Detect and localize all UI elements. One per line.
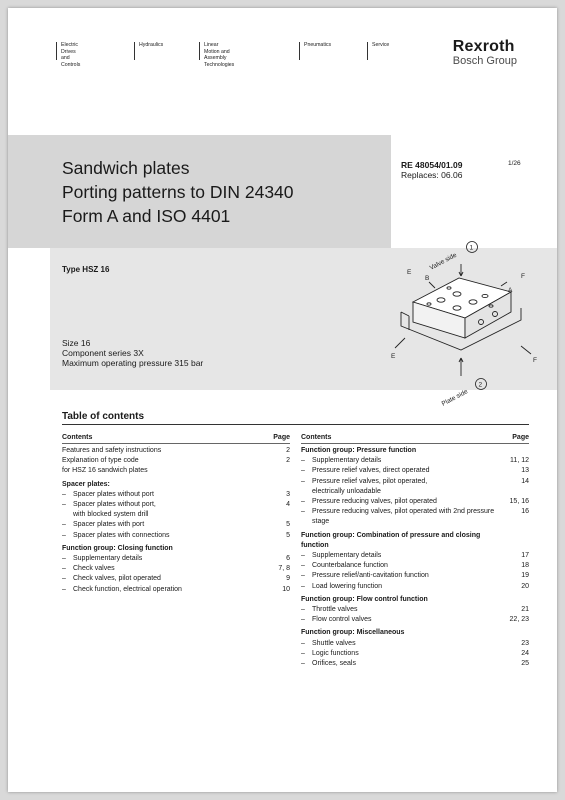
valve-side-label: Valve side [428, 251, 458, 272]
toc-entry[interactable] [301, 571, 529, 581]
plate-side-label: Plate side [440, 388, 470, 408]
sandwich-plate-illustration [381, 230, 551, 415]
toc-entry-text: – Orifices, seals [301, 659, 529, 669]
toc-entry-page: 15, 16 [509, 498, 529, 506]
toc-entry-page: 5 [286, 531, 290, 539]
toc-entry[interactable] [301, 615, 529, 625]
toc-entry[interactable] [301, 551, 529, 561]
axis-label-e-left: E [391, 353, 396, 360]
title-line: Sandwich plates [62, 158, 190, 178]
toc-group-heading [62, 480, 290, 490]
toc-entry-page: Page [512, 434, 529, 441]
toc-entry-text: – Pressure relief/anti-cavitation function [301, 571, 529, 581]
toc-entry-page: 16 [521, 508, 529, 516]
spec-series: Component series 3X [62, 348, 144, 358]
toc-header-row [301, 432, 529, 444]
toc-entry[interactable] [301, 497, 529, 507]
toc-entry-page: 2 [286, 447, 290, 454]
toc-entry[interactable] [301, 507, 529, 527]
nav-item-hydraulics[interactable]: Hydraulics [134, 42, 163, 60]
toc-entry-text: – Check valves [62, 564, 290, 574]
toc-entry-text: – Counterbalance function [301, 561, 529, 571]
toc-header-row [62, 432, 290, 444]
toc-entry-page: 7, 8 [278, 565, 290, 573]
toc-entry-text: – Throttle valves [301, 605, 529, 615]
toc-entry-text: – Pressure reducing valves, pilot operated with 2nd pressure stage [301, 507, 529, 527]
toc-entry-page: 11, 12 [510, 457, 529, 465]
toc-entry-text: – Check valves, pilot operated [62, 574, 290, 584]
toc-entry-page: 6 [286, 555, 290, 563]
document-page [8, 8, 557, 792]
axis-label-f-top: F [521, 273, 525, 280]
port-label-a: A [508, 287, 513, 294]
toc-entry-text: – Pressure reducing valves, pilot operated [301, 497, 529, 507]
page-count: 1/26 [508, 160, 521, 167]
toc-entry-page: 20 [521, 582, 529, 590]
toc-entry-page: 10 [282, 585, 290, 593]
toc-entry-text: – Logic functions [301, 649, 529, 659]
toc-entry[interactable] [301, 649, 529, 659]
toc-entry-text: – Spacer plates with connections [62, 531, 290, 541]
toc-group-heading [301, 446, 529, 456]
toc-entry[interactable] [301, 561, 529, 571]
replaces-note: Replaces: 06.06 [401, 170, 463, 180]
toc-entry-text: – Check function, electrical operation [62, 585, 290, 595]
toc-entry[interactable] [62, 574, 290, 584]
toc-entry-page: Page [273, 434, 290, 441]
toc-entry[interactable] [62, 564, 290, 574]
toc-entry[interactable] [301, 605, 529, 615]
toc-entry-text: – Load lowering function [301, 582, 529, 592]
toc-group-heading [301, 595, 529, 605]
toc-entry-page: 24 [521, 649, 529, 657]
toc-entry-text: Contents [301, 434, 332, 441]
toc-entry[interactable] [301, 477, 529, 497]
document-number: RE 48054/01.09 [401, 160, 463, 170]
toc-entry-page: 2 [286, 457, 290, 465]
port-label-b: B [425, 275, 430, 282]
toc-entry-page: 9 [286, 575, 290, 583]
toc-entry-text: Spacer plates: [62, 480, 110, 488]
toc-entry-text: – Pressure relief valves, direct operated [301, 466, 529, 476]
toc-entry-text: – Shuttle valves [301, 639, 529, 649]
toc-entry-text: Function group: Closing function [62, 544, 173, 552]
toc-entry[interactable] [62, 500, 290, 520]
logo-wordmark: Rexroth [452, 38, 515, 55]
title-line: Form A and ISO 4401 [62, 206, 231, 226]
toc-entry-text: – Pressure relief valves, pilot operated, electrically unloadable [301, 477, 529, 497]
toc-entry[interactable] [301, 582, 529, 592]
toc-entry[interactable] [62, 490, 290, 500]
toc-entry[interactable] [62, 520, 290, 530]
spec-pressure: Maximum operating pressure 315 bar [62, 358, 204, 368]
toc-entry-text: Function group: Miscellaneous [301, 629, 405, 637]
toc-entry-page: 3 [286, 490, 290, 498]
toc-entry-page: 22, 23 [509, 616, 529, 624]
valve-side-number: 1 [469, 244, 474, 252]
spec-size: Size 16 [62, 338, 91, 348]
toc-entry[interactable] [62, 446, 290, 456]
toc-entry-text: – Flow control valves [301, 615, 529, 625]
toc-entry-text: – Spacer plates without port, with blocked system drill [62, 500, 290, 520]
plate-side-number: 2 [478, 381, 483, 389]
toc-right-column [301, 432, 529, 669]
toc-entry-page: 19 [521, 572, 529, 580]
toc-entry-text: – Supplementary details [301, 551, 529, 561]
brand-logo [453, 38, 517, 67]
title-line: Porting patterns to DIN 24340 [62, 182, 294, 202]
axis-label-f-right: F [533, 357, 537, 364]
toc-entry[interactable] [301, 456, 529, 466]
toc-entry-text: Function group: Pressure function [301, 447, 417, 454]
toc-entry-text: – Supplementary details [62, 554, 290, 564]
axis-label-e-top: E [407, 269, 412, 276]
product-type: Type HSZ 16 [62, 265, 110, 274]
toc-entry-text: Function group: Flow control function [301, 595, 428, 603]
toc-entry-text: – Supplementary details [301, 456, 529, 466]
nav-item-linear-motion[interactable]: Linear Motion and Assembly Technologies [199, 42, 234, 60]
toc-entry-page: 14 [521, 477, 529, 485]
product-specs [62, 338, 203, 368]
toc-entry-text: Features and safety instructions [62, 447, 162, 454]
toc-group-heading [301, 531, 529, 551]
toc-entry-page: 13 [521, 467, 529, 475]
toc-entry-page: 18 [521, 562, 529, 570]
toc-entry[interactable] [301, 466, 529, 476]
document-title [62, 156, 294, 228]
toc-left-column [62, 432, 290, 595]
nav-item-electric-drives[interactable]: Electric Drives and Controls [56, 42, 80, 60]
toc-entry-page: 23 [521, 639, 529, 647]
toc-entry-page: 21 [521, 606, 529, 614]
toc-entry[interactable] [62, 554, 290, 564]
toc-entry-page: 17 [521, 552, 529, 560]
toc-entry[interactable] [62, 531, 290, 541]
toc-entry[interactable] [301, 639, 529, 649]
nav-item-service[interactable]: Service [367, 42, 389, 60]
toc-entry-text: Function group: Combination of pressure and closing function [301, 531, 481, 549]
toc-entry[interactable] [301, 659, 529, 669]
toc-entry-text: Contents [62, 434, 93, 441]
toc-divider [62, 424, 529, 425]
toc-entry-text: – Spacer plates without port [62, 490, 290, 500]
toc-entry-text: – Spacer plates with port [62, 520, 290, 530]
document-number-block [401, 160, 462, 180]
toc-entry[interactable] [62, 585, 290, 595]
toc-group-heading [301, 628, 529, 638]
logo-subtitle: Bosch Group [452, 55, 517, 67]
toc-entry-page: 25 [521, 660, 529, 668]
toc-title: Table of contents [62, 411, 145, 422]
toc-entry[interactable] [62, 456, 290, 476]
nav-item-pneumatics[interactable]: Pneumatics [299, 42, 331, 60]
toc-group-heading [62, 544, 290, 554]
toc-entry-text: Explanation of type code for HSZ 16 sandwich plates [62, 457, 148, 475]
toc-entry-page: 4 [286, 501, 290, 509]
toc-entry-page: 5 [286, 521, 290, 529]
